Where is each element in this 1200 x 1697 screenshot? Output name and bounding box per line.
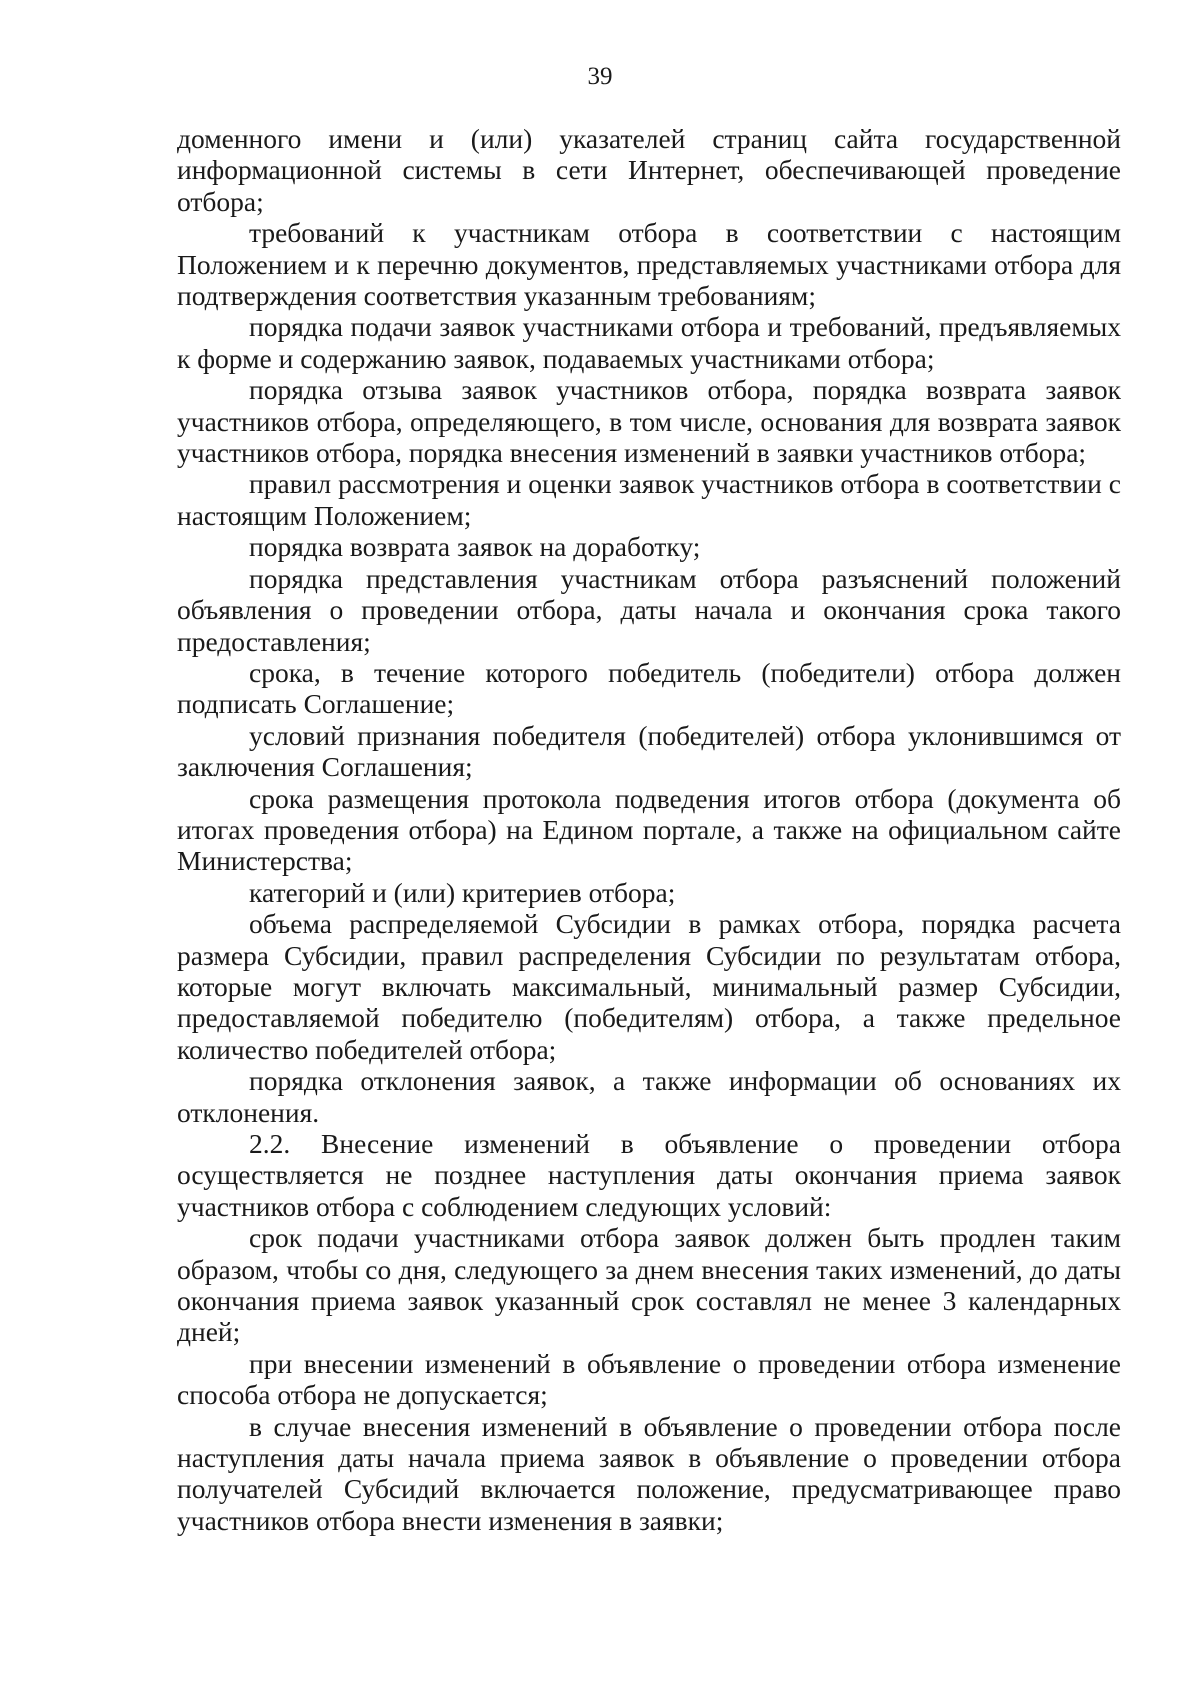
paragraph: условий признания победителя (победителей) отбора уклонившимся от заключения Соглашения; [177, 719, 1121, 783]
paragraph: срок подачи участниками отбора заявок должен быть продлен таким образом, чтобы со дня, следующего за днем внесения таких изменений, до даты окончания приема заявок указанный срок составлял не менее 3 календарных дней; [177, 1222, 1121, 1348]
paragraph: объема распределяемой Субсидии в рамках отбора, порядка расчета размера Субсидии, правил распределения Субсидии по результатам отбора, которые могут включать максимальный, минимальный размер Субсидии, предоставляемой победителю (победителям) отбора, а также предельное количество победителей отбора; [177, 908, 1121, 1065]
paragraph: срока размещения протокола подведения итогов отбора (документа об итогах проведения отбора) на Едином портале, а также на официальном сайте Министерства; [177, 782, 1121, 877]
page-number: 39 [587, 63, 613, 90]
paragraph: порядка возврата заявок на доработку; [249, 531, 701, 563]
section-paragraph-2-2: 2.2. Внесение изменений в объявление о проведении отбора осуществляется не позднее наступления даты окончания приема заявок участников отбора с соблюдением следующих условий: [177, 1128, 1121, 1222]
paragraph: категорий и (или) критериев отбора; [249, 876, 676, 908]
paragraph-continuation: доменного имени и (или) указателей страниц сайта государственной информационной системы в сети Интернет, обеспечивающей проведение отбора; [177, 123, 1121, 217]
paragraph: порядка отклонения заявок, а также информации об основаниях их отклонения. [177, 1065, 1121, 1128]
document-body [177, 123, 1121, 1536]
paragraph: требований к участникам отбора в соответствии с настоящим Положением и к перечню документов, представляемых участниками отбора для подтверждения соответствия указанным требованиям; [177, 217, 1121, 312]
paragraph: порядка подачи заявок участниками отбора и требований, предъявляемых к форме и содержанию заявок, подаваемых участниками отбора; [177, 311, 1121, 374]
paragraph: порядка отзыва заявок участников отбора, порядка возврата заявок участников отбора, определяющего, в том числе, основания для возврата заявок участников отбора, порядка внесения изменений в заявки участников отбора; [177, 374, 1121, 469]
paragraph: срока, в течение которого победитель (победители) отбора должен подписать Соглашение; [177, 656, 1121, 720]
paragraph: правил рассмотрения и оценки заявок участников отбора в соответствии с настоящим Положением; [177, 468, 1121, 531]
paragraph: при внесении изменений в объявление о проведении отбора изменение способа отбора не допускается; [177, 1347, 1121, 1411]
paragraph: порядка представления участникам отбора разъяснений положений объявления о проведении отбора, даты начала и окончания срока такого предоставления; [177, 562, 1121, 657]
paragraph: в случае внесения изменений в объявление о проведении отбора после наступления даты начала приема заявок в объявление о проведении отбора получателей Субсидий включается положение, предусматривающее право участников отбора внести изменения в заявки; [177, 1410, 1121, 1536]
